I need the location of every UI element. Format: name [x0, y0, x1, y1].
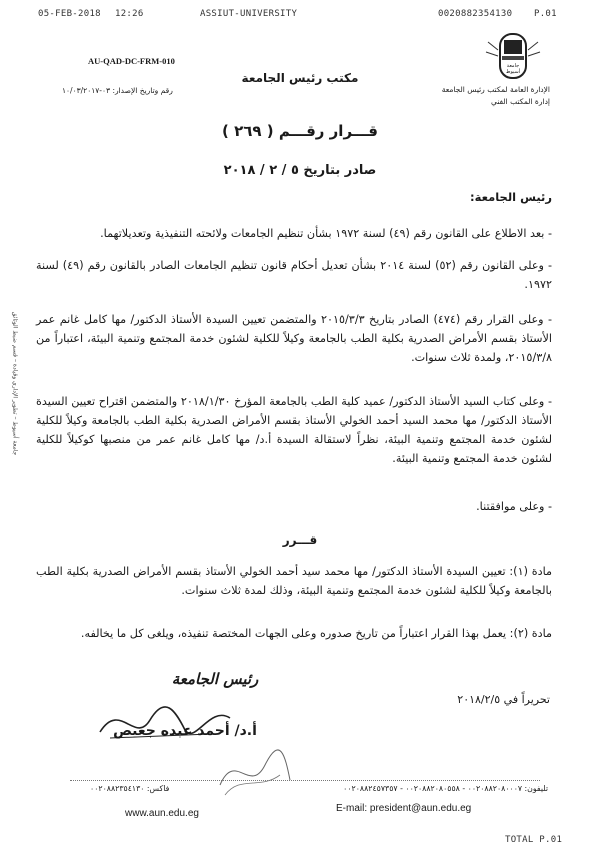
- footer-rule: [70, 780, 540, 781]
- university-logo-icon: [478, 30, 546, 88]
- decision-date: صادر بتاريخ ٥ / ٢ / ٢٠١٨: [223, 163, 377, 178]
- fax-page: P.01: [534, 9, 557, 19]
- article-2: مادة (٢): يعمل بهذا القرار اعتباراً من تاريخ صدوره وعلى الجهات المختصة تنفيذه، ويلغى كل ما يخالفه.: [80, 627, 552, 640]
- recital-2: - وعلى القانون رقم (٥٢) لسنة ٢٠١٤ بشأن تعديل أحكام قانون تنظيم الجامعات الصادر بالقانون رقم (٤٩) لسنة ١٩٧٢.: [36, 259, 552, 291]
- fax-total-pages: TOTAL P.01: [505, 835, 563, 845]
- dept-line-1: الإدارة العامة لمكتب رئيس الجامعة: [441, 85, 550, 94]
- recital-5: - وعلى موافقتنا.: [476, 500, 552, 513]
- office-title: مكتب رئيس الجامعة: [241, 71, 359, 85]
- recital-4: - وعلى كتاب السيد الأستاذ الدكتور/ عميد كلية الطب بالجامعة المؤرخ ٢٠١٨/١/٣٠ والمتضمن اقتراح تعيين السيدة الأستاذ الدكتور/ مها محمد السيد أحمد الخولي الأستاذ بقسم الأمراض الصدرية بكلية الطب بالجامعة وكيلاً للكلية لشئون خدمة المجتمع وتنمية البيئة، نظراً لاستقالة السيدة أ.د/ مها كامل غانم عمر من منصبها كوكيلاً للكلية لشئون خدمة المجتمع وتنمية البيئة.: [36, 395, 552, 465]
- footer-phone: تليفون: ٠٠٢٠٨٨٢٠٨٠٠٠٧ - ٠٠٢٠٨٨٢٠٨٠٥٥٨ - ٠٠٢٠٨٨٢٤٥٧٣٥٧: [343, 784, 548, 793]
- decides-heading: قـــرر: [282, 533, 318, 547]
- university-logo: [478, 30, 546, 88]
- form-code: AU-QAD-DC-FRM-010: [88, 56, 175, 66]
- side-margin-text: جامعة أسيوط – تطوير الإداري وقيادة – قسم ضبط الوثائق: [11, 311, 19, 456]
- footer-email[interactable]: E-mail: president@aun.edu.eg: [336, 803, 472, 814]
- fax-number: 0020882354130: [438, 9, 513, 19]
- decision-title: قـــرار رقـــم ( ٢٦٩ ): [222, 122, 378, 140]
- signature-role: رئيس الجامعة: [171, 670, 259, 688]
- dept-line-2: إدارة المكتب الفني: [491, 97, 550, 106]
- addressee: رئيس الجامعة:: [470, 190, 552, 204]
- written-date: تحريراً في ٢٠١٨/٢/٥: [457, 693, 550, 706]
- recital-1: - بعد الاطلاع على القانون رقم (٤٩) لسنة ١٩٧٢ بشأن تنظيم الجامعات ولائحته التنفيذية وتعديلاتهما.: [100, 227, 552, 240]
- article-1: مادة (١): تعيين السيدة الأستاذ الدكتور/ مها محمد سيد أحمد الخولي الأستاذ بقسم الأمراض الصدرية بكلية الطب بالجامعة وكيلاً للكلية لشئون خدمة المجتمع وتنمية البيئة، وذلك لمدة ثلاث سنوات.: [36, 565, 553, 597]
- recital-3: - وعلى القرار رقم (٤٧٤) الصادر بتاريخ ٢٠١٥/٣/٣ والمتضمن تعيين السيدة الأستاذ الدكتور/ مها كامل غانم عمر الأستاذ بقسم الأمراض الصدرية بكلية الطب بالجامعة وكيلاً للكلية لشئون خدمة المجتمع وتنمية البيئة، اعتباراً من ٢٠١٥/٣/٨، ولمدة ثلاث سنوات.: [36, 313, 553, 364]
- footer-fax: فاكس: ٠٠٢٠٨٨٢٣٥٤١٣٠: [90, 784, 170, 793]
- handwritten-signature: [90, 690, 260, 750]
- fax-time: 12:26: [115, 9, 144, 19]
- signatory-name: أ.د/ أحمد عبده جعيص: [113, 723, 257, 739]
- logo-caption: جامعة أسيوط: [505, 63, 521, 75]
- signature-scribble-icon: [90, 690, 260, 750]
- fax-sender: ASSIUT-UNIVERSITY: [200, 9, 298, 19]
- footer-website[interactable]: www.aun.edu.eg: [125, 808, 199, 819]
- fax-date: 05-FEB-2018: [38, 9, 101, 19]
- issue-line: رقم وتاريخ الإصدار: ٠٣-١٠/٠٣/٢٠١٧: [62, 86, 173, 95]
